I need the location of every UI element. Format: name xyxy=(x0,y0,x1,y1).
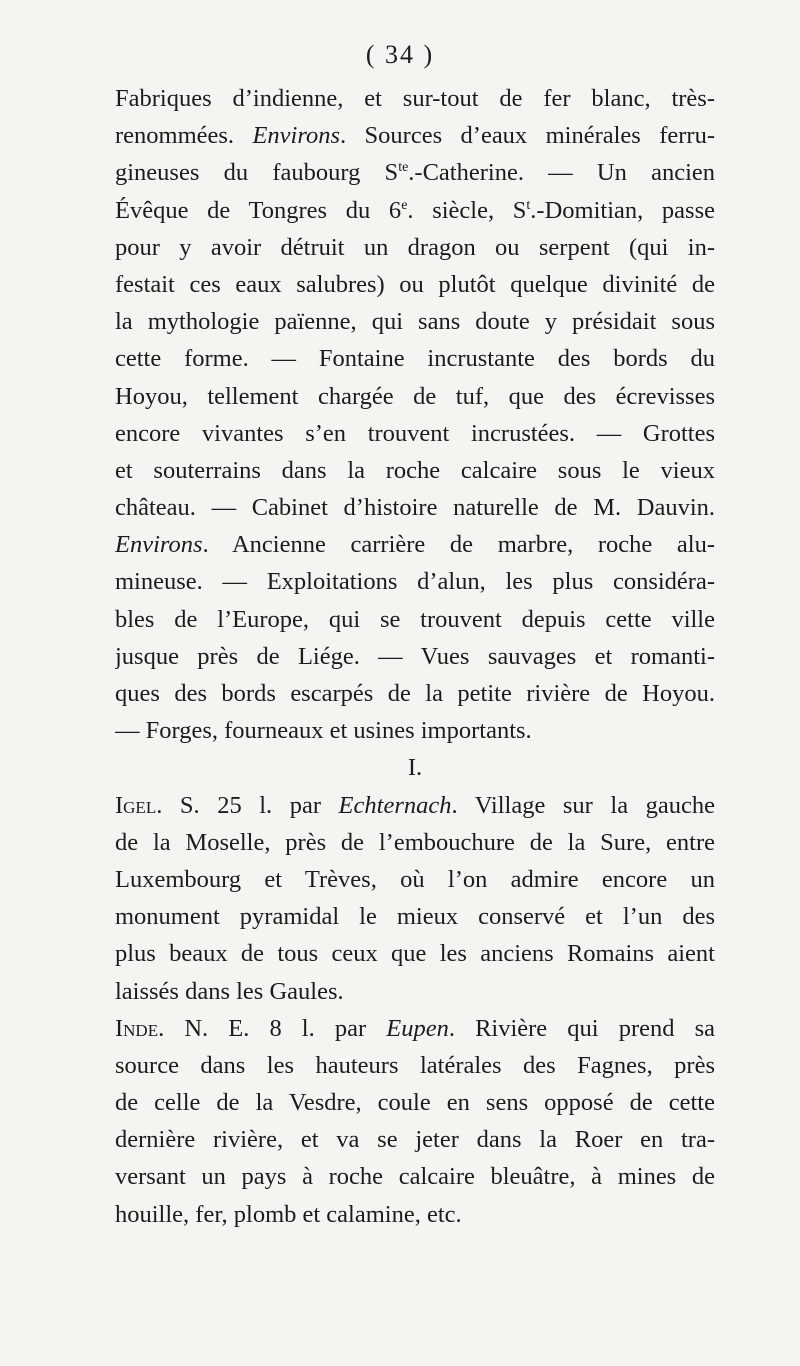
text-line xyxy=(115,1158,715,1195)
text-segment: . Village sur la gauche xyxy=(451,791,715,819)
text-line xyxy=(115,378,715,415)
text-line xyxy=(115,1047,715,1084)
text-line xyxy=(115,749,715,786)
text-line xyxy=(115,192,715,229)
text-segment: source dans les hauteurs latérales des Fagnes, près xyxy=(115,1051,715,1079)
text-line xyxy=(115,415,715,452)
text-segment: . Rivière qui prend sa xyxy=(448,1014,715,1042)
entry-heading: Inde xyxy=(115,1014,159,1042)
text-line xyxy=(115,229,715,266)
text-line xyxy=(115,898,715,935)
superscript: t xyxy=(526,197,531,213)
text-segment: mineuse. — Exploitations d’alun, les plus considéra- xyxy=(115,568,715,596)
superscript: e xyxy=(401,197,408,213)
text-segment: monument pyramidal le mieux conservé et l’un des xyxy=(115,903,715,931)
italic-segment: Echternach xyxy=(338,791,452,819)
text-segment: de la Moselle, près de l’embouchure de la Sure, entre xyxy=(115,828,715,856)
text-segment: ques des bords escarpés de la petite rivière de Hoyou. xyxy=(115,680,715,707)
text-segment: bles de l’Europe, qui se trouvent depuis cette ville xyxy=(115,605,715,633)
italic-segment: Environs xyxy=(252,122,341,150)
text-segment: . N. E. 8 l. par xyxy=(158,1014,387,1042)
text-segment: cette forme. — Fontaine incrustante des bords du xyxy=(115,345,715,373)
text-segment: houille, fer, plomb et calamine, etc. xyxy=(115,1200,462,1228)
text-segment: pour y avoir détruit un dragon ou serpent (qui in- xyxy=(115,233,715,261)
text-segment: château. — Cabinet d’histoire naturelle de M. Dauvin. xyxy=(115,494,715,522)
text-segment: Évêque de Tongres du 6 xyxy=(115,196,402,224)
text-segment: Hoyou, tellement chargée de tuf, que des écrevisses xyxy=(115,382,715,410)
text-segment: jusque près de Liége. — Vues sauvages et romanti- xyxy=(115,642,715,670)
text-segment: renommées. xyxy=(115,122,253,150)
text-segment: Luxembourg et Trèves, où l’on admire encore un xyxy=(115,865,715,893)
text-line xyxy=(115,1121,715,1158)
text-line xyxy=(115,489,715,526)
text-line xyxy=(115,712,715,749)
text-line xyxy=(115,563,715,600)
text-segment: encore vivantes s’en trouvent incrustées. — Grottes xyxy=(115,419,715,447)
text-segment: .-Catherine. — Un ancien xyxy=(408,159,715,187)
text-line xyxy=(115,340,715,377)
text-line xyxy=(115,787,715,824)
entry-heading: Igel xyxy=(115,791,157,819)
text-segment: et souterrains dans la roche calcaire sous le vieux xyxy=(115,456,715,484)
text-segment: laissés dans les Gaules. xyxy=(115,977,344,1005)
text-segment: Fabriques d’indienne, et sur-tout de fer blanc, très- xyxy=(115,85,715,112)
text-line xyxy=(115,601,715,638)
italic-segment: Environs xyxy=(115,531,203,559)
text-line xyxy=(115,452,715,489)
text-line xyxy=(115,973,715,1010)
text-segment: . siècle, S xyxy=(407,196,527,224)
text-line xyxy=(115,117,715,154)
italic-segment: Eupen xyxy=(386,1014,449,1042)
text-line xyxy=(115,80,715,117)
text-segment: . Ancienne carrière de marbre, roche alu- xyxy=(202,531,715,559)
text-segment: . Sources d’eaux minérales ferru- xyxy=(340,122,715,150)
text-line xyxy=(115,935,715,972)
text-line xyxy=(115,266,715,303)
text-segment: de celle de la Vesdre, coule en sens opposé de cette xyxy=(115,1089,715,1117)
text-line xyxy=(115,303,715,340)
text-line xyxy=(115,638,715,675)
text-line xyxy=(115,1196,715,1233)
text-segment: gineuses du faubourg S xyxy=(115,159,399,187)
text-line xyxy=(115,526,715,563)
text-segment: — Forges, fourneaux et usines importants. xyxy=(115,717,532,745)
text-line xyxy=(115,824,715,861)
superscript: te xyxy=(398,160,409,176)
text-line xyxy=(115,1084,715,1121)
body-text xyxy=(115,80,715,1233)
text-segment: plus beaux de tous ceux que les anciens Romains aient xyxy=(115,940,715,968)
text-line xyxy=(115,861,715,898)
text-segment: dernière rivière, et va se jeter dans la Roer en tra- xyxy=(115,1126,715,1154)
text-segment: . S. 25 l. par xyxy=(156,791,339,819)
text-line xyxy=(115,154,715,191)
text-line xyxy=(115,675,715,712)
text-segment: festait ces eaux salubres) ou plutôt quelque divinité de xyxy=(115,270,715,298)
text-segment: la mythologie païenne, qui sans doute y présidait sous xyxy=(115,308,715,336)
text-segment: .-Domitian, passe xyxy=(530,196,715,224)
text-segment: I. xyxy=(407,754,423,782)
page-number: ( 34 ) xyxy=(365,40,435,69)
text-line xyxy=(115,1010,715,1047)
text-segment: versant un pays à roche calcaire bleuâtre, à mines de xyxy=(115,1163,715,1191)
